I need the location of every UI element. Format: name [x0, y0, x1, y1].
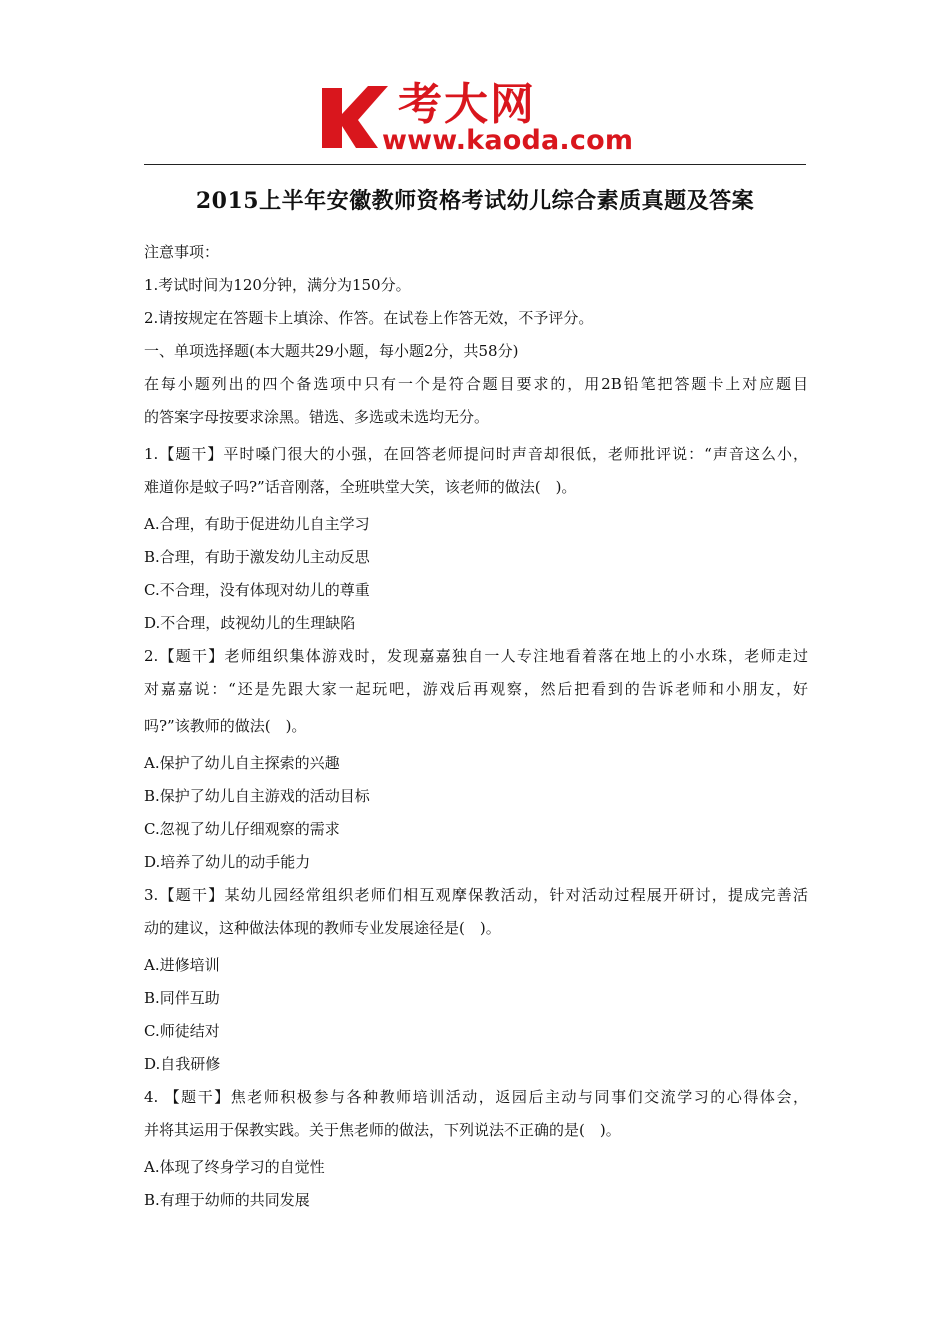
answer-option: D.培养了幼儿的动手能力: [144, 853, 311, 871]
notice-item: 1.考试时间为120分钟，满分为150分。: [144, 276, 411, 294]
question-stem: 动的建议，这种做法体现的教师专业发展途径是( )。: [144, 919, 501, 937]
notice-item: 2.请按规定在答题卡上填涂、作答。在试卷上作答无效，不予评分。: [144, 309, 594, 327]
answer-option: B.同伴互助: [144, 989, 220, 1007]
answer-option: A.合理，有助于促进幼儿自主学习: [144, 515, 370, 533]
answer-option: B.保护了幼儿自主游戏的活动目标: [144, 787, 370, 805]
answer-option: A.体现了终身学习的自觉性: [144, 1158, 325, 1176]
logo-brand-text: 考大网: [398, 79, 536, 130]
answer-option: C.不合理，没有体现对幼儿的尊重: [144, 581, 370, 599]
answer-option: A.进修培训: [144, 956, 220, 974]
k-logo-icon: [318, 80, 392, 154]
question-stem: 2.【题干】老师组织集体游戏时，发现嘉嘉独自一人专注地看着落在地上的小水珠，老师走过: [144, 647, 808, 665]
question-stem: 对嘉嘉说：“还是先跟大家一起玩吧，游戏后再观察，然后把看到的告诉老师和小朋友，好: [144, 680, 808, 698]
answer-option: C.忽视了幼儿仔细观察的需求: [144, 820, 340, 838]
question-stem: 吗?”该教师的做法( )。: [144, 717, 307, 735]
answer-option: A.保护了幼儿自主探索的兴趣: [144, 754, 340, 772]
question-stem: 3.【题干】某幼儿园经常组织老师们相互观摩保教活动，针对活动过程展开研讨，提成完善活: [144, 886, 808, 904]
question-stem: 难道你是蚊子吗?”话音刚落，全班哄堂大笑，该老师的做法( )。: [144, 478, 577, 496]
answer-option: B.合理，有助于激发幼儿主动反思: [144, 548, 370, 566]
question-stem: 4. 【题干】焦老师积极参与各种教师培训活动，返园后主动与同事们交流学习的心得体会，: [144, 1088, 808, 1106]
question-stem: 并将其运用于保教实践。关于焦老师的做法，下列说法不正确的是( )。: [144, 1121, 621, 1139]
header-divider: [144, 164, 806, 165]
section-instructions: 在每小题列出的四个备选项中只有一个是符合题目要求的，用2B铅笔把答题卡上对应题目: [144, 375, 808, 393]
exam-content: [144, 236, 808, 1217]
question-stem: 1.【题干】平时嗓门很大的小强，在回答老师提问时声音却很低，老师批评说：“声音这么小，: [144, 445, 808, 463]
section-heading: 一、单项选择题(本大题共29小题，每小题2分，共58分): [144, 342, 519, 360]
answer-option: B.有理于幼师的共同发展: [144, 1191, 310, 1209]
answer-option: D.不合理，歧视幼儿的生理缺陷: [144, 614, 356, 632]
answer-option: D.自我研修: [144, 1055, 221, 1073]
notice-heading: 注意事项：: [144, 243, 220, 261]
kaoda-logo: [318, 80, 648, 158]
page-title: 2015上半年安徽教师资格考试幼儿综合素质真题及答案: [195, 188, 755, 214]
section-instructions: 的答案字母按要求涂黑。错选、多选或未选均无分。: [144, 408, 490, 426]
logo-url: www.kaoda.com: [382, 125, 634, 156]
answer-option: C.师徒结对: [144, 1022, 220, 1040]
